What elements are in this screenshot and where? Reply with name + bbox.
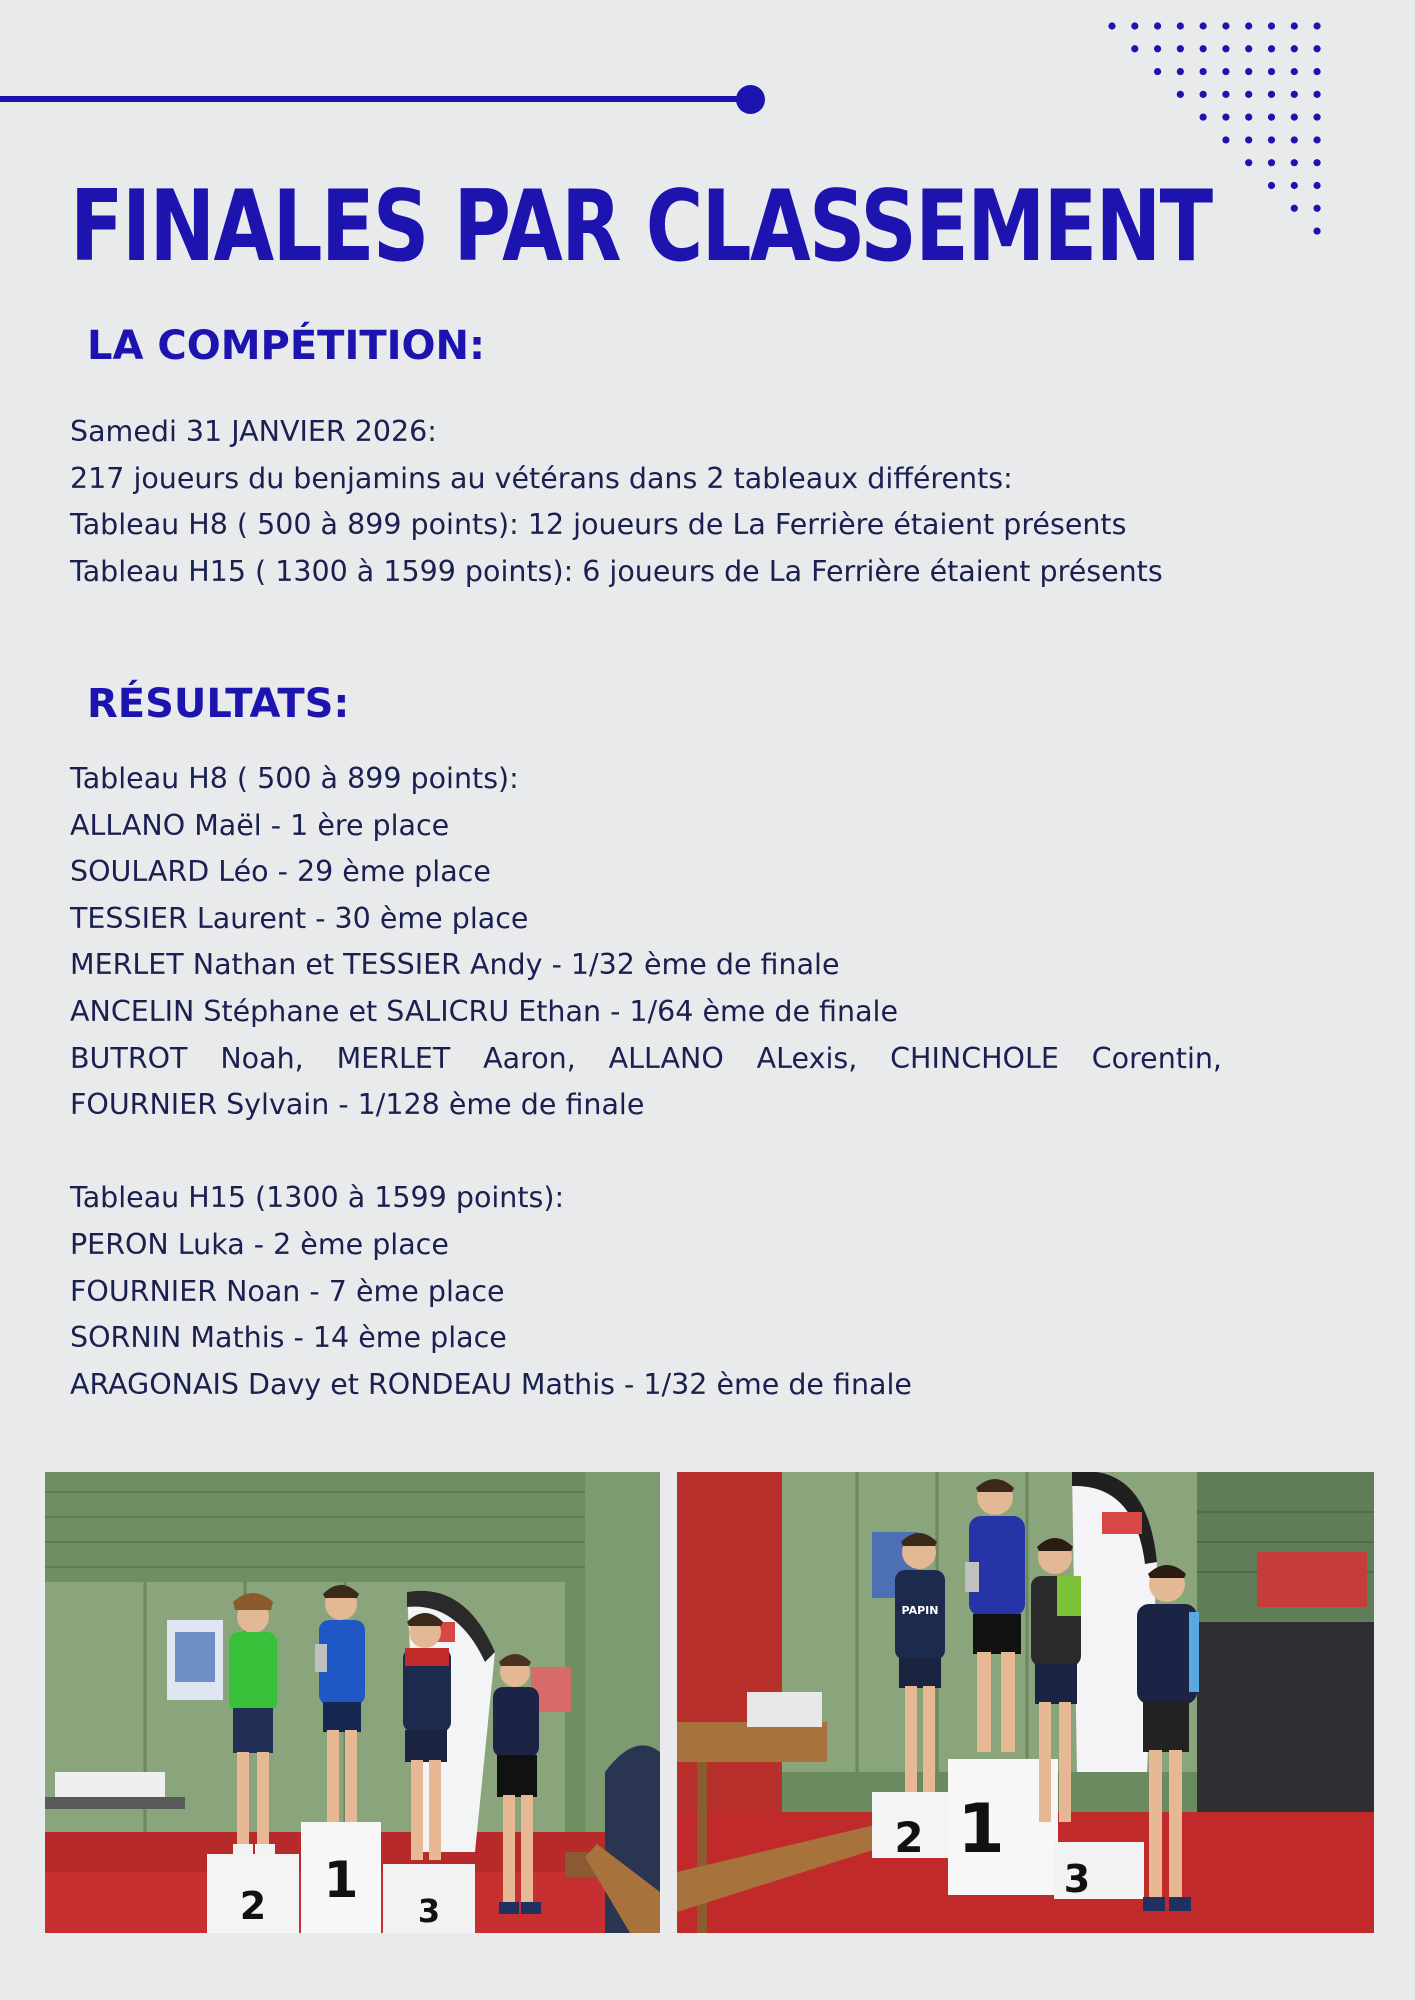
decorative-dot [1313, 114, 1320, 121]
decorative-dot [1200, 114, 1207, 121]
podium-label-2: 2 [894, 1813, 924, 1862]
decorative-dot [1245, 136, 1252, 143]
decorative-dot [1268, 159, 1275, 166]
decorative-dot [1131, 45, 1138, 52]
decorative-dot [1222, 68, 1229, 75]
word: ALexis, [756, 1041, 858, 1075]
decorative-dot [1200, 45, 1207, 52]
decorative-dot [1268, 91, 1275, 98]
h15-table-title: Tableau H15 (1300 à 1599 points): [70, 1181, 565, 1215]
decorative-dot [1291, 114, 1298, 121]
podium-label-1: 1 [957, 1790, 1005, 1869]
word: Noah, [220, 1041, 304, 1075]
word: Aaron, [483, 1041, 576, 1075]
h8-result-justified-line [70, 1036, 1222, 1083]
decorative-dot [1291, 91, 1298, 98]
word: BUTROT [70, 1041, 188, 1075]
decorative-dot [1268, 22, 1275, 29]
decorative-dot [1291, 159, 1298, 166]
word: CHINCHOLE [890, 1041, 1059, 1075]
decorative-dot [736, 85, 765, 114]
decorative-dot [1245, 68, 1252, 75]
decorative-dot [1268, 182, 1275, 189]
decorative-dot [1154, 45, 1161, 52]
h8-result-line: TESSIER Laurent - 30 ème place [70, 901, 529, 935]
word: Corentin, [1091, 1041, 1222, 1075]
decorative-dot [1291, 22, 1298, 29]
decorative-dot [1177, 68, 1184, 75]
decorative-dot [1268, 136, 1275, 143]
decorative-dot [1313, 159, 1320, 166]
competition-line: Tableau H15 ( 1300 à 1599 points): 6 joueurs de La Ferrière étaient présents [70, 554, 1163, 588]
podium-photo-h8 [45, 1472, 660, 1933]
decorative-dot [1313, 68, 1320, 75]
decorative-dot [1268, 45, 1275, 52]
decorative-dot [1291, 45, 1298, 52]
competition-line: 217 joueurs du benjamins au vétérans dans 2 tableaux différents: [70, 461, 1013, 495]
h15-result-line: SORNIN Mathis - 14 ème place [70, 1321, 507, 1355]
spacer [70, 1129, 1222, 1176]
decorative-dot [1245, 22, 1252, 29]
h8-result-line: ANCELIN Stéphane et SALICRU Ethan - 1/64 ème de finale [70, 994, 898, 1028]
decorative-dot [1222, 91, 1229, 98]
h15-result-line: FOURNIER Noan - 7 ème place [70, 1274, 505, 1308]
decorative-dot [1245, 159, 1252, 166]
podium-label-1: 1 [323, 1851, 359, 1909]
decorative-dot [1177, 22, 1184, 29]
h15-result-line: PERON Luka - 2 ème place [70, 1227, 449, 1261]
decorative-dot [1245, 45, 1252, 52]
decorative-dot [1222, 114, 1229, 121]
decorative-dot [1291, 205, 1298, 212]
decorative-dot [1313, 91, 1320, 98]
word: MERLET [336, 1041, 451, 1075]
decorative-line [0, 96, 748, 102]
decorative-dot [1222, 136, 1229, 143]
competition-line: Samedi 31 JANVIER 2026: [70, 415, 437, 448]
decorative-dot [1222, 22, 1229, 29]
decorative-dot [1222, 45, 1229, 52]
h8-result-line: SOULARD Léo - 29 ème place [70, 855, 491, 889]
h15-result-line: ARAGONAIS Davy et RONDEAU Mathis - 1/32 ème de finale [70, 1367, 912, 1401]
page-title: FINALES PAR CLASSEMENT [70, 170, 1212, 284]
results-list [70, 756, 1222, 1408]
competition-heading: LA COMPÉTITION: [87, 323, 485, 369]
decorative-dot [1268, 68, 1275, 75]
shirt-text: PAPIN [901, 1604, 939, 1617]
decorative-dot [1291, 136, 1298, 143]
decorative-dot [1268, 114, 1275, 121]
decorative-dot [1291, 68, 1298, 75]
h8-result-line: FOURNIER Sylvain - 1/128 ème de finale [70, 1088, 645, 1122]
h8-table-title: Tableau H8 ( 500 à 899 points): [70, 762, 519, 795]
decorative-dot [1177, 91, 1184, 98]
h8-result-line: MERLET Nathan et TESSIER Andy - 1/32 ème de finale [70, 948, 840, 982]
decorative-dot [1313, 182, 1320, 189]
decorative-dot [1131, 22, 1138, 29]
decorative-dot [1154, 68, 1161, 75]
decorative-dot [1245, 114, 1252, 121]
podium-photo-h15 [677, 1472, 1374, 1933]
decorative-dot [1291, 182, 1298, 189]
decorative-dot [1200, 68, 1207, 75]
decorative-dot [1200, 91, 1207, 98]
competition-line: Tableau H8 ( 500 à 899 points): 12 joueurs de La Ferrière étaient présents [70, 508, 1127, 542]
decorative-dot [1313, 227, 1320, 234]
decorative-dot [1154, 22, 1161, 29]
decorative-dot [1200, 22, 1207, 29]
word: ALLANO [608, 1041, 724, 1075]
h8-result-line: ALLANO Maël - 1 ère place [70, 808, 450, 842]
decorative-dot [1245, 91, 1252, 98]
results-heading: RÉSULTATS: [87, 681, 350, 727]
decorative-dot [1313, 22, 1320, 29]
podium-label-3: 3 [1063, 1857, 1091, 1901]
decorative-dot [1313, 45, 1320, 52]
podium-label-3: 3 [417, 1892, 441, 1930]
competition-details [70, 409, 1163, 595]
decorative-dot [1313, 136, 1320, 143]
podium-label-2: 2 [239, 1884, 267, 1928]
decorative-dot [1177, 45, 1184, 52]
decorative-dot [1313, 205, 1320, 212]
decorative-dot [1108, 22, 1115, 29]
